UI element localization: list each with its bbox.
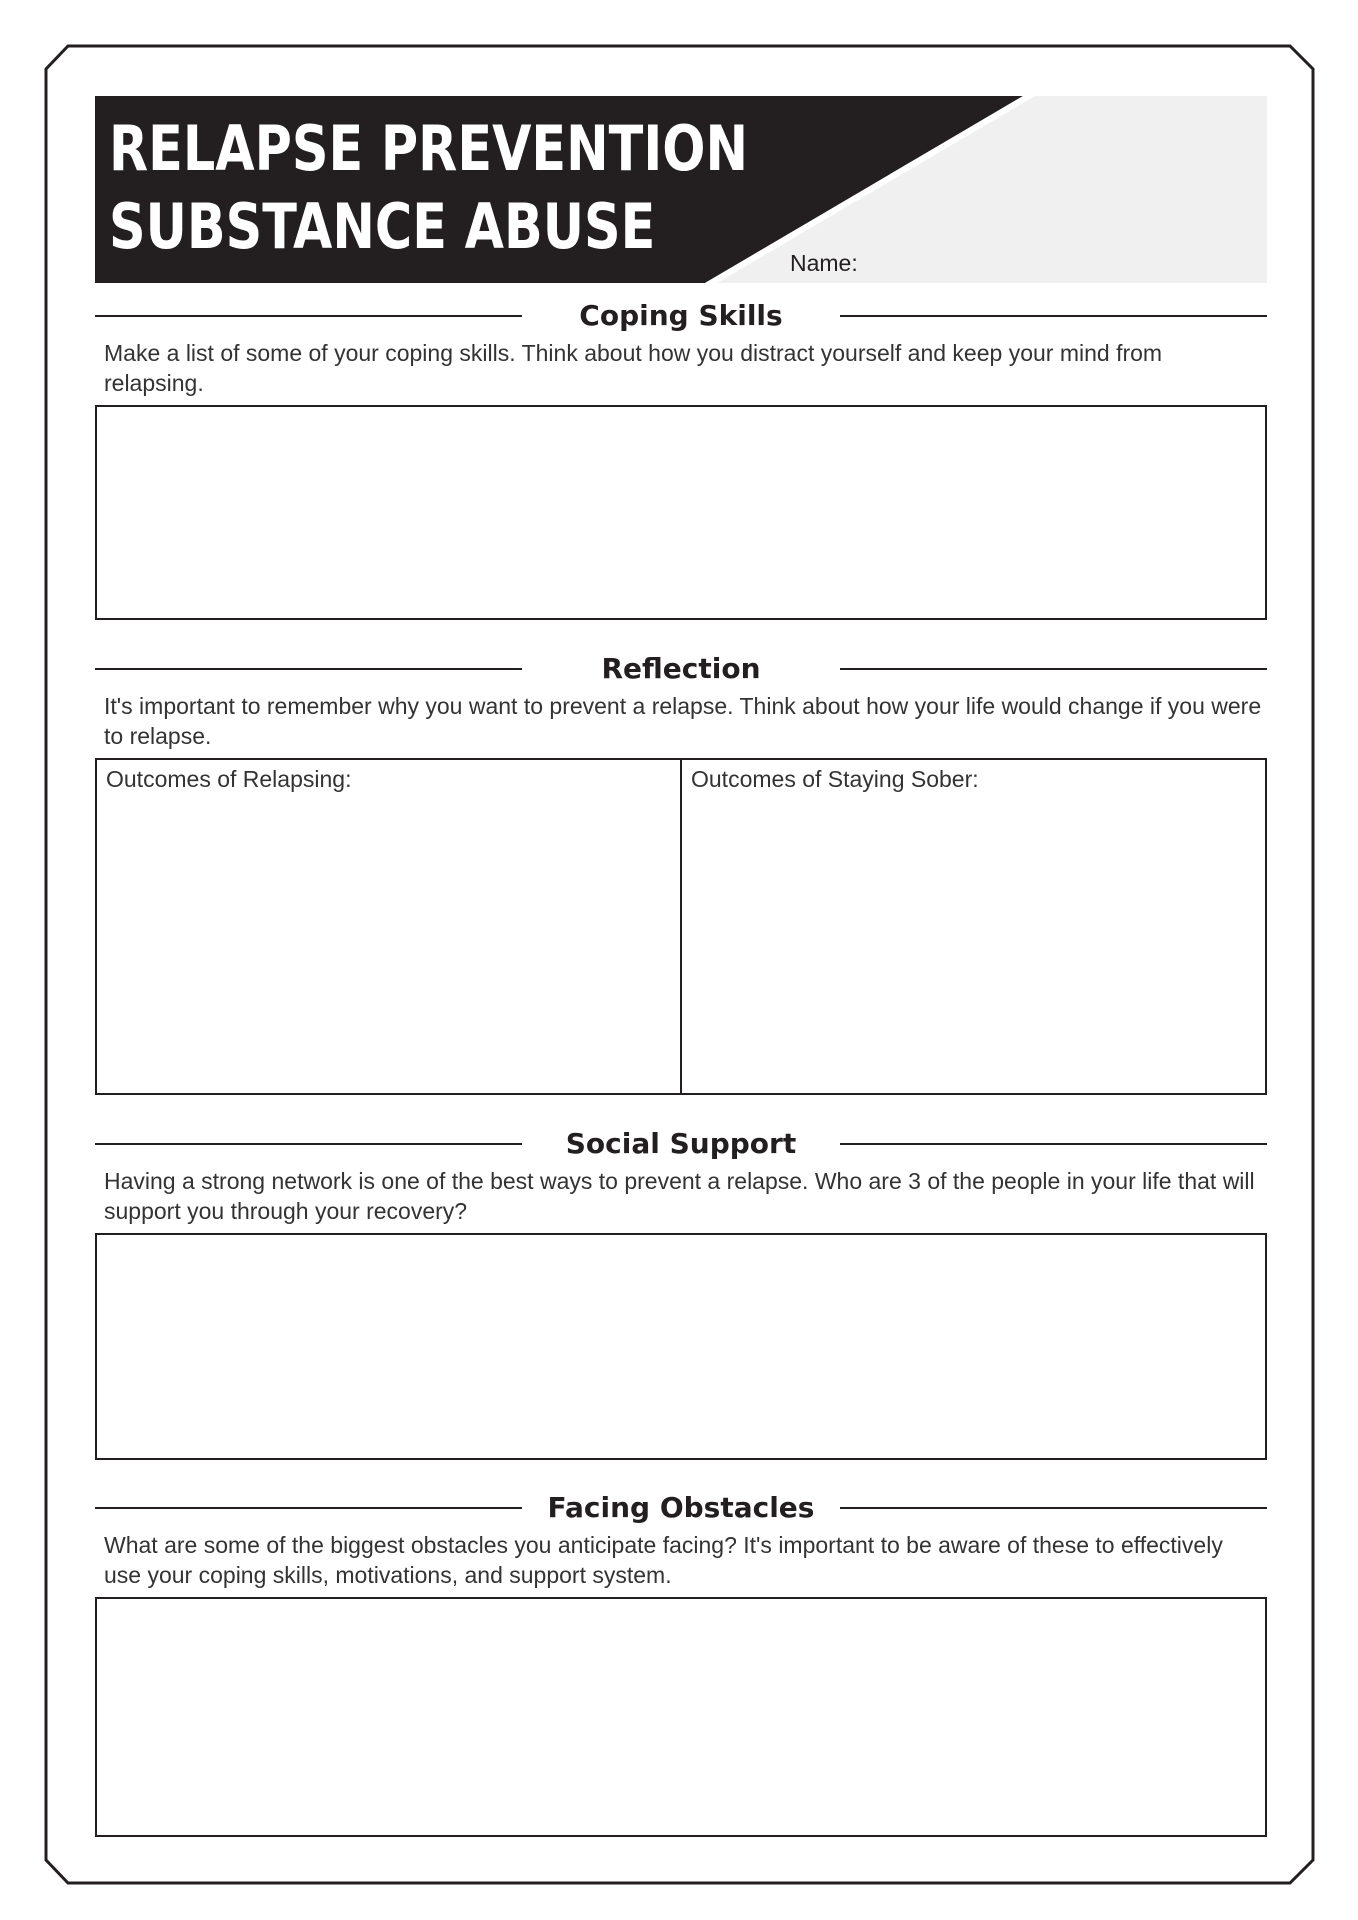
heading-rule-right: [840, 668, 1267, 670]
worksheet-title-line-1: RELAPSE PREVENTION: [109, 112, 749, 185]
heading-rule-right: [840, 1507, 1267, 1509]
social-support-answer-box[interactable]: [95, 1233, 1267, 1460]
name-field-label[interactable]: Name:: [790, 250, 858, 276]
facing-obstacles-answer-box[interactable]: [95, 1597, 1267, 1837]
worksheet-title-line-2: SUBSTANCE ABUSE: [109, 190, 656, 263]
reflection-answer-table: [95, 758, 1267, 1095]
outcomes-staying-sober-cell[interactable]: [681, 760, 1265, 1093]
heading-rule-right: [840, 315, 1267, 317]
section-title: Social Support: [565, 1127, 797, 1160]
cell-label: Outcomes of Staying Sober:: [691, 766, 979, 792]
heading-rule-right: [840, 1143, 1267, 1145]
cell-label: Outcomes of Relapsing:: [106, 766, 352, 792]
section-description: It's important to remember why you want to prevent a relapse. Think about how your life would change if you were to relapse.: [104, 693, 1262, 749]
section-description: Having a strong network is one of the best ways to prevent a relapse. Who are 3 of the people in your life that will support you through your recovery?: [104, 1168, 1255, 1224]
heading-rule-left: [95, 315, 522, 317]
coping-skills-answer-box[interactable]: [95, 405, 1267, 620]
section-heading-coping-skills: [95, 296, 1267, 336]
section-heading-reflection: [95, 649, 1267, 689]
section-title: Facing Obstacles: [547, 1491, 815, 1524]
heading-rule-left: [95, 1507, 522, 1509]
heading-rule-left: [95, 668, 522, 670]
section-title: Coping Skills: [579, 299, 783, 332]
section-heading-social-support: [95, 1124, 1267, 1164]
outcomes-relapsing-cell[interactable]: [97, 760, 681, 1093]
section-title: Reflection: [601, 652, 761, 685]
worksheet-header: [95, 96, 1267, 283]
section-description: What are some of the biggest obstacles you anticipate facing? It's important to be aware of these to effectively use your coping skills, motivations, and support system.: [104, 1532, 1223, 1588]
section-heading-facing-obstacles: [95, 1488, 1267, 1528]
heading-rule-left: [95, 1143, 522, 1145]
section-description: Make a list of some of your coping skills. Think about how you distract yourself and keep your mind from relapsing.: [104, 340, 1163, 396]
